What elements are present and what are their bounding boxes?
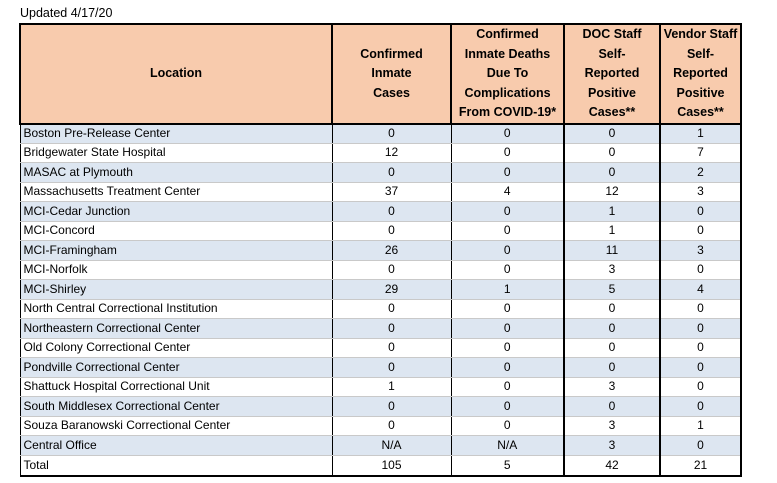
header-line: Complications bbox=[464, 85, 551, 100]
header-line: Inmate bbox=[371, 66, 412, 80]
cell-location: Massachusetts Treatment Center bbox=[20, 182, 332, 202]
cell-inmate-deaths: 0 bbox=[451, 241, 564, 261]
cell-doc-staff: 0 bbox=[564, 124, 660, 144]
cell-vendor-staff: 0 bbox=[660, 358, 741, 378]
cell-inmate-cases: 12 bbox=[332, 143, 451, 163]
header-line: Self- bbox=[598, 46, 626, 61]
cell-inmate-cases: 0 bbox=[332, 358, 451, 378]
header-location-label: Location bbox=[149, 66, 203, 80]
total-vendor-staff: 21 bbox=[660, 455, 741, 476]
cell-inmate-cases: 37 bbox=[332, 182, 451, 202]
header-inmate-deaths bbox=[451, 24, 564, 124]
header-doc-staff bbox=[564, 24, 660, 124]
total-row bbox=[20, 455, 741, 476]
cell-inmate-deaths: 4 bbox=[451, 182, 564, 202]
cell-inmate-cases: 0 bbox=[332, 221, 451, 241]
cell-inmate-deaths: 0 bbox=[451, 163, 564, 183]
table-row bbox=[20, 416, 741, 436]
cell-inmate-cases: 0 bbox=[332, 397, 451, 417]
cell-location: Central Office bbox=[20, 436, 332, 456]
header-line: Positive bbox=[588, 85, 636, 100]
cell-location: MCI-Framingham bbox=[20, 241, 332, 261]
cell-vendor-staff: 4 bbox=[660, 280, 741, 300]
cell-location: Shattuck Hospital Correctional Unit bbox=[20, 377, 332, 397]
table-row bbox=[20, 280, 741, 300]
cell-doc-staff: 0 bbox=[564, 319, 660, 339]
cell-doc-staff: 0 bbox=[564, 299, 660, 319]
cell-inmate-cases: 26 bbox=[332, 241, 451, 261]
cell-doc-staff: 3 bbox=[564, 260, 660, 280]
cell-inmate-deaths: 0 bbox=[451, 124, 564, 144]
header-line: Self- bbox=[686, 46, 715, 61]
cell-vendor-staff: 0 bbox=[660, 436, 741, 456]
header-inmate-cases bbox=[332, 24, 451, 124]
cell-inmate-deaths: 0 bbox=[451, 377, 564, 397]
cell-location: MASAC at Plymouth bbox=[20, 163, 332, 183]
cell-location: MCI-Cedar Junction bbox=[20, 202, 332, 222]
cell-vendor-staff: 0 bbox=[660, 397, 741, 417]
table-body bbox=[20, 124, 741, 456]
cell-inmate-deaths: 0 bbox=[451, 202, 564, 222]
table-row bbox=[20, 436, 741, 456]
total-doc-staff: 42 bbox=[564, 455, 660, 476]
header-line: Cases** bbox=[677, 105, 724, 119]
cell-inmate-deaths: 0 bbox=[451, 221, 564, 241]
table-row bbox=[20, 358, 741, 378]
header-line: Reported bbox=[584, 66, 640, 80]
cell-vendor-staff: 0 bbox=[660, 319, 741, 339]
cell-doc-staff: 0 bbox=[564, 358, 660, 378]
cell-inmate-cases: 0 bbox=[332, 338, 451, 358]
cell-inmate-deaths: 0 bbox=[451, 319, 564, 339]
cell-inmate-cases: 0 bbox=[332, 260, 451, 280]
header-line: Cases** bbox=[588, 105, 636, 119]
table-row bbox=[20, 319, 741, 339]
cell-doc-staff: 11 bbox=[564, 241, 660, 261]
table-row bbox=[20, 163, 741, 183]
cell-vendor-staff: 0 bbox=[660, 338, 741, 358]
cell-inmate-deaths: 0 bbox=[451, 299, 564, 319]
cell-doc-staff: 0 bbox=[564, 163, 660, 183]
header-line: Positive bbox=[676, 85, 725, 100]
total-inmate-deaths: 5 bbox=[451, 455, 564, 476]
cell-doc-staff: 0 bbox=[564, 338, 660, 358]
cell-location: Northeastern Correctional Center bbox=[20, 319, 332, 339]
table-row bbox=[20, 260, 741, 280]
cell-inmate-deaths: 1 bbox=[451, 280, 564, 300]
cell-location: Bridgewater State Hospital bbox=[20, 143, 332, 163]
cell-location: Boston Pre-Release Center bbox=[20, 124, 332, 144]
table-row bbox=[20, 202, 741, 222]
cell-vendor-staff: 0 bbox=[660, 299, 741, 319]
header-line: Cases bbox=[373, 85, 410, 100]
cell-vendor-staff: 0 bbox=[660, 377, 741, 397]
table-row bbox=[20, 397, 741, 417]
cell-location: MCI-Concord bbox=[20, 221, 332, 241]
cell-doc-staff: 0 bbox=[564, 143, 660, 163]
cell-inmate-cases: N/A bbox=[332, 436, 451, 456]
cell-location: North Central Correctional Institution bbox=[20, 299, 332, 319]
header-line: Confirmed bbox=[360, 46, 423, 61]
updated-date-label: Updated 4/17/20 bbox=[20, 6, 113, 20]
cell-doc-staff: 1 bbox=[564, 221, 660, 241]
cell-doc-staff: 1 bbox=[564, 202, 660, 222]
cell-inmate-cases: 1 bbox=[332, 377, 451, 397]
header-line: From COVID-19* bbox=[458, 105, 557, 119]
cell-vendor-staff: 0 bbox=[660, 260, 741, 280]
cell-location: Pondville Correctional Center bbox=[20, 358, 332, 378]
cell-doc-staff: 3 bbox=[564, 416, 660, 436]
covid-cases-table bbox=[19, 23, 742, 477]
table-row bbox=[20, 221, 741, 241]
cell-vendor-staff: 0 bbox=[660, 202, 741, 222]
table-row bbox=[20, 124, 741, 144]
cell-vendor-staff: 1 bbox=[660, 416, 741, 436]
cell-inmate-cases: 29 bbox=[332, 280, 451, 300]
header-line: Due To bbox=[486, 66, 529, 80]
header-line: DOC Staff bbox=[582, 27, 642, 41]
cell-inmate-deaths: N/A bbox=[451, 436, 564, 456]
cell-location: South Middlesex Correctional Center bbox=[20, 397, 332, 417]
cell-location: MCI-Norfolk bbox=[20, 260, 332, 280]
cell-inmate-cases: 0 bbox=[332, 124, 451, 144]
cell-inmate-cases: 0 bbox=[332, 319, 451, 339]
total-label: Total bbox=[20, 455, 332, 476]
cell-inmate-deaths: 0 bbox=[451, 358, 564, 378]
cell-vendor-staff: 0 bbox=[660, 221, 741, 241]
header-line: Inmate Deaths bbox=[464, 46, 551, 61]
cell-inmate-deaths: 0 bbox=[451, 143, 564, 163]
header-location bbox=[20, 24, 332, 124]
cell-location: Old Colony Correctional Center bbox=[20, 338, 332, 358]
table-row bbox=[20, 377, 741, 397]
total-inmate-cases: 105 bbox=[332, 455, 451, 476]
table-row bbox=[20, 299, 741, 319]
table-row bbox=[20, 143, 741, 163]
cell-vendor-staff: 3 bbox=[660, 241, 741, 261]
table-row bbox=[20, 338, 741, 358]
header-line: Reported bbox=[673, 66, 728, 80]
cell-doc-staff: 3 bbox=[564, 377, 660, 397]
table-row bbox=[20, 241, 741, 261]
cell-inmate-deaths: 0 bbox=[451, 260, 564, 280]
header-line: Confirmed bbox=[476, 27, 539, 41]
cell-inmate-deaths: 0 bbox=[451, 338, 564, 358]
cell-location: MCI-Shirley bbox=[20, 280, 332, 300]
cell-inmate-cases: 0 bbox=[332, 163, 451, 183]
header-vendor-staff bbox=[660, 24, 741, 124]
cell-doc-staff: 5 bbox=[564, 280, 660, 300]
cell-inmate-cases: 0 bbox=[332, 202, 451, 222]
header-line: Vendor Staff bbox=[663, 27, 738, 41]
cell-doc-staff: 0 bbox=[564, 397, 660, 417]
cell-doc-staff: 12 bbox=[564, 182, 660, 202]
cell-inmate-deaths: 0 bbox=[451, 416, 564, 436]
cell-vendor-staff: 2 bbox=[660, 163, 741, 183]
cell-location: Souza Baranowski Correctional Center bbox=[20, 416, 332, 436]
cell-vendor-staff: 3 bbox=[660, 182, 741, 202]
table-header-row bbox=[20, 24, 741, 124]
cell-inmate-deaths: 0 bbox=[451, 397, 564, 417]
cell-doc-staff: 3 bbox=[564, 436, 660, 456]
cell-vendor-staff: 1 bbox=[660, 124, 741, 144]
cell-vendor-staff: 7 bbox=[660, 143, 741, 163]
table-row bbox=[20, 182, 741, 202]
cell-inmate-cases: 0 bbox=[332, 299, 451, 319]
cell-inmate-cases: 0 bbox=[332, 416, 451, 436]
